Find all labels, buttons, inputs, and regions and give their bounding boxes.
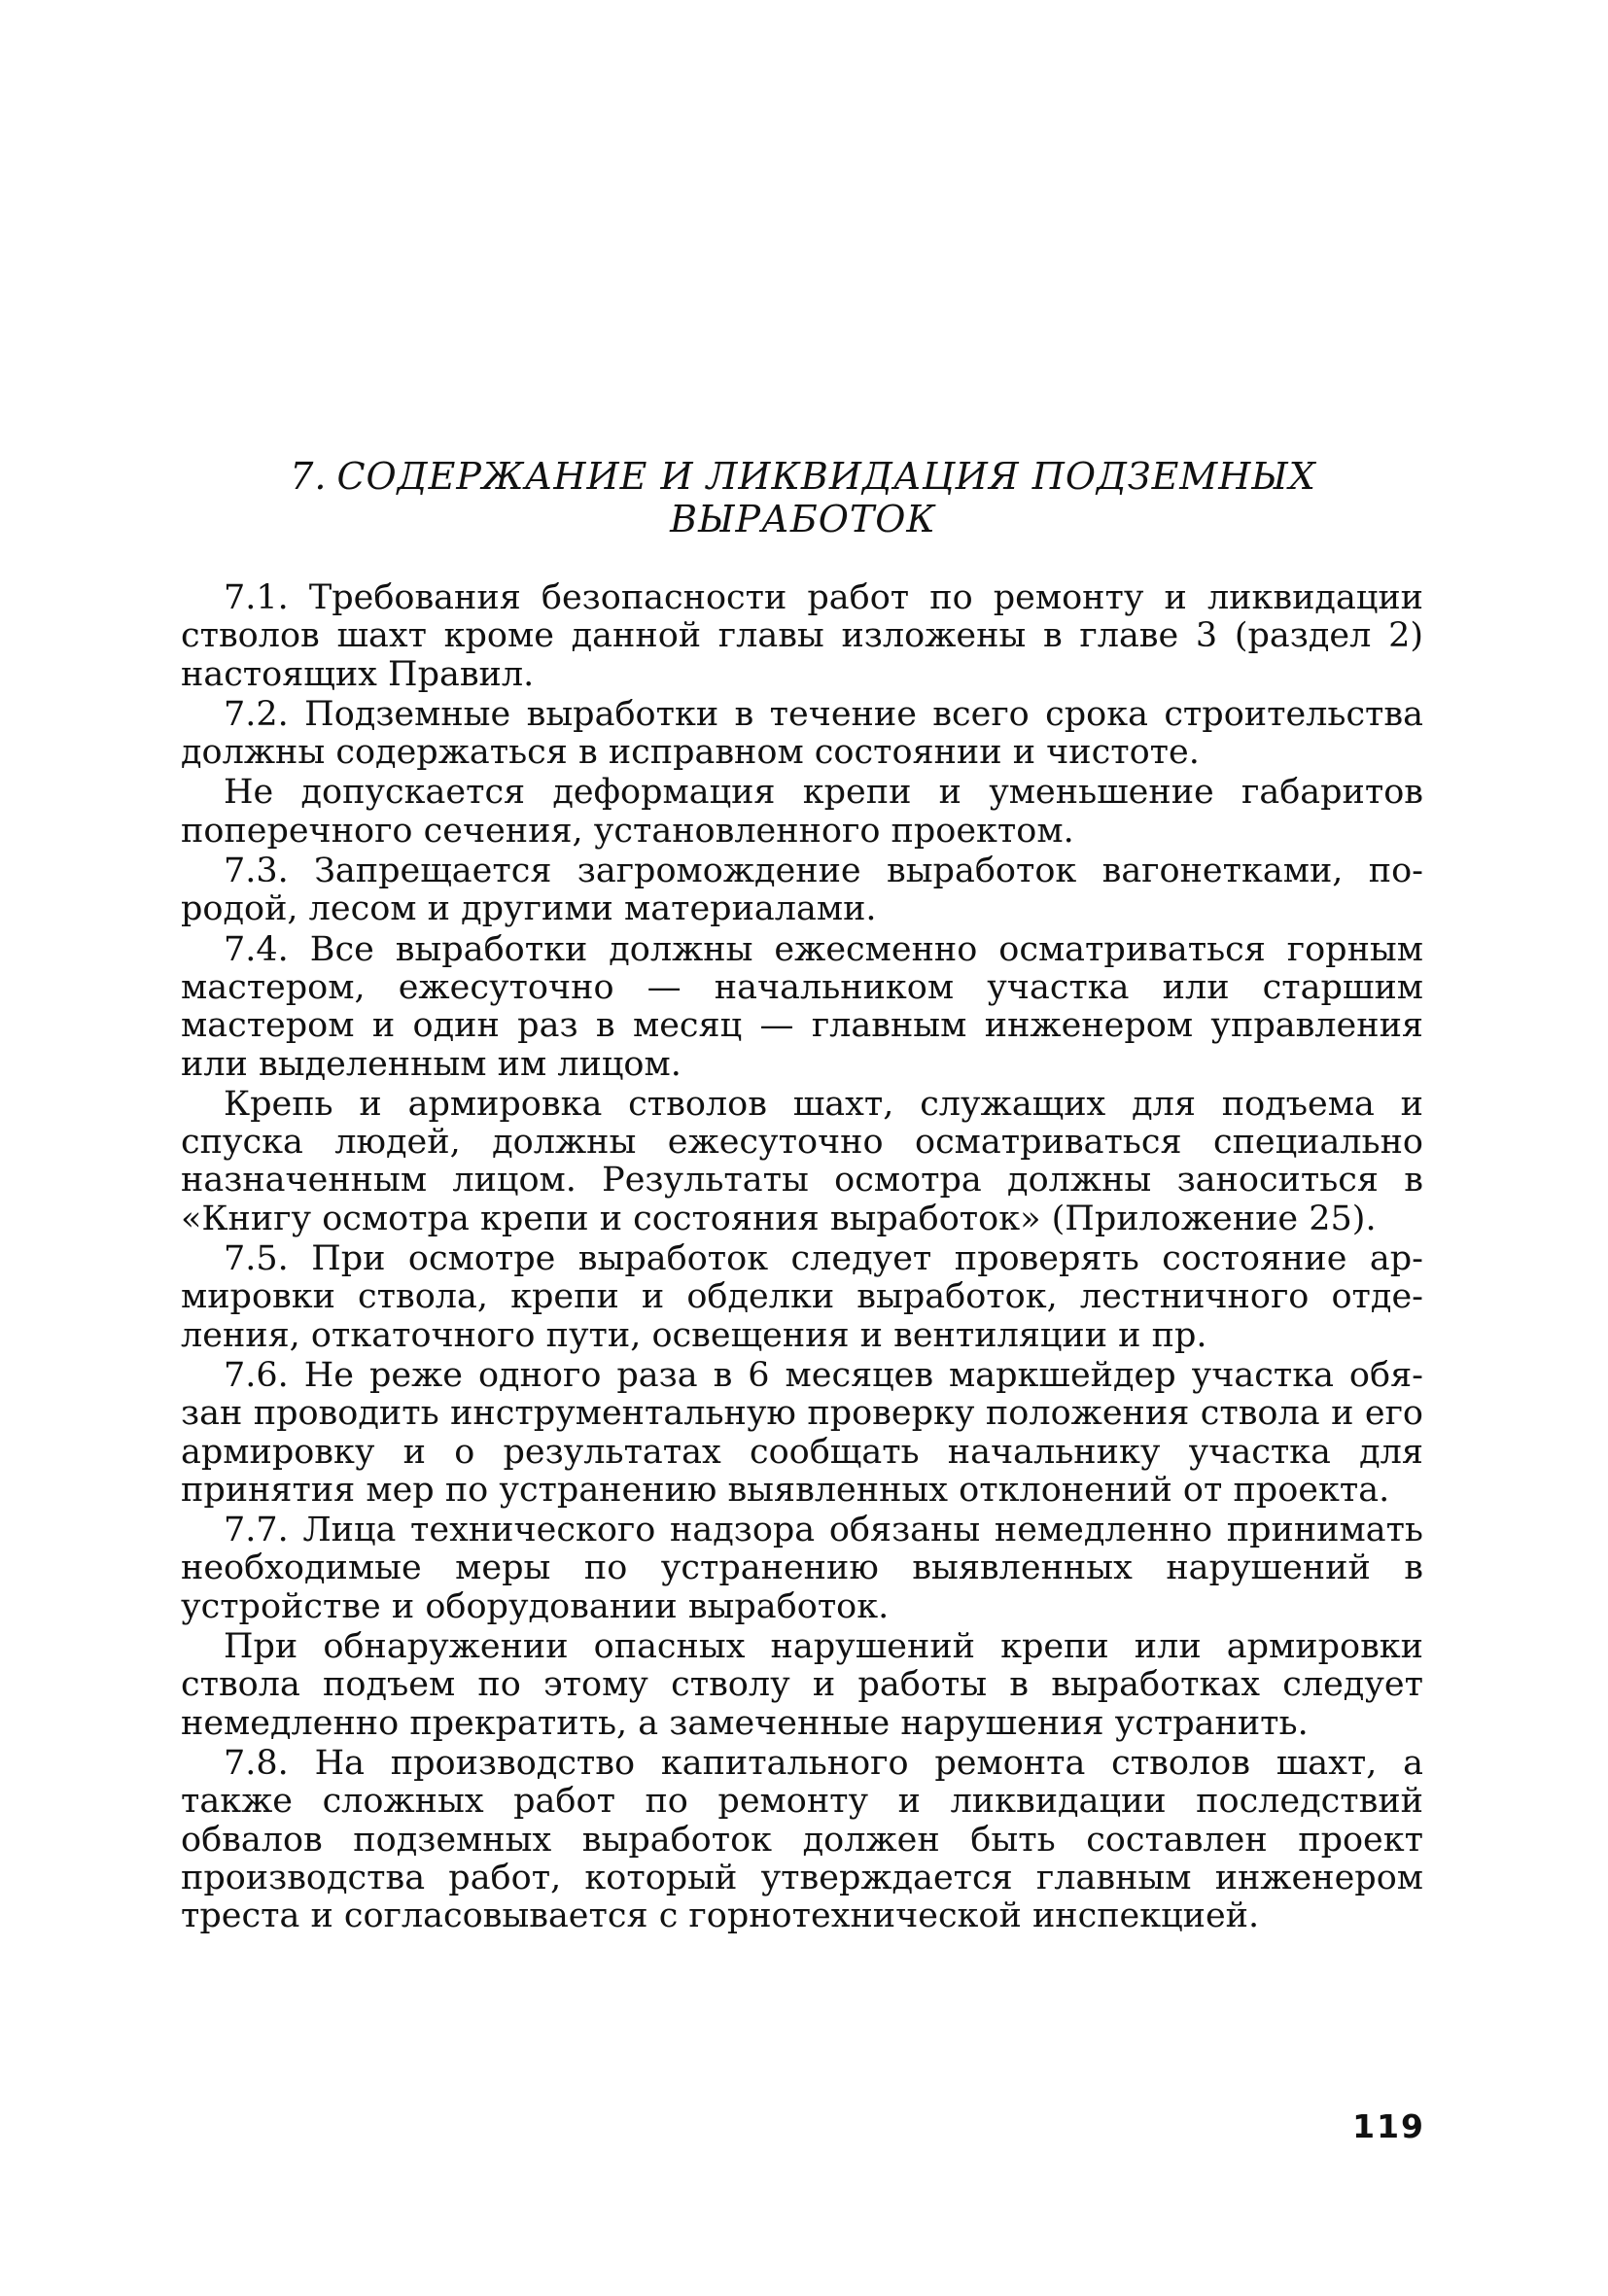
chapter-heading — [181, 455, 1425, 540]
paragraph-7-8: 7.8. На производство капитального ремонта стволов шахт, а также сложных работ по ремонту и ликвидации последствий обвалов подземных выработок должен быть составлен проект производства работ, который утверждается главным инженером треста и согласовывается с горнотехнической инспекцией. — [181, 1743, 1423, 1936]
paragraph-7-2: 7.2. Подземные выработки в течение всего срока строительства должны содержаться в исправном состоянии и чистоте. — [181, 694, 1423, 773]
chapter-title-part-1: СОДЕРЖАНИЕ И ЛИКВИДАЦИЯ ПОДЗЕМНЫХ — [336, 455, 1316, 498]
chapter-heading-line-1 — [181, 455, 1425, 498]
paragraph-7-6: 7.6. Не реже одного раза в 6 месяцев маркшейдер участка обязан проводить инструментальную проверку положения ствола и его армировку и о результатах сообщать начальнику участка для принятия мер по устранению выявленных отклонений от проекта. — [181, 1355, 1423, 1510]
paragraph-7-4-cont: Крепь и армировка стволов шахт, служащих для подъема и спуска людей, должны ежесуточно осматриваться специально назначенным лицом. Результаты осмотра должны заноситься в «Книгу осмотра крепи и состояния выработок» (Приложение 25). — [181, 1084, 1423, 1238]
paragraph-7-4: 7.4. Все выработки должны ежесменно осматриваться горным мастером, ежесуточно — начальником участка или старшим мастером и один раз в месяц — главным инженером управления или выделенным им лицом. — [181, 929, 1423, 1084]
paragraph-7-7: 7.7. Лица технического надзора обязаны немедленно принимать необходимые меры по устранению выявленных нарушений в устройстве и оборудовании выработок. — [181, 1511, 1423, 1626]
paragraph-7-3: 7.3. Запрещается загромождение выработок вагонетками, породой, лесом и другими материалами. — [181, 852, 1423, 929]
paragraph-7-1: 7.1. Требования безопасности работ по ремонту и ликвидации стволов шахт кроме данной главы изложены в главе 3 (раздел 2) настоящих Правил. — [181, 578, 1423, 694]
chapter-title-part-2: ВЫРАБОТОК — [670, 498, 936, 540]
chapter-body — [181, 579, 1423, 1935]
page-number: 119 — [1352, 2107, 1425, 2145]
paragraph-7-5: 7.5. При осмотре выработок следует проверять состояние армировки ствола, крепи и обделки выработок, лестничного отделения, откаточного пути, освещения и вентиляции и пр. — [181, 1239, 1423, 1355]
paragraph-7-2-cont: Не допускается деформация крепи и уменьшение габаритов поперечного сечения, установленного проектом. — [181, 773, 1423, 851]
chapter-number: 7. — [290, 455, 328, 498]
paragraph-7-7-cont: При обнаружении опасных нарушений крепи или армировки ствола подъем по этому стволу и работы в выработках следует немедленно прекратить, а замеченные нарушения устранить. — [181, 1627, 1423, 1743]
